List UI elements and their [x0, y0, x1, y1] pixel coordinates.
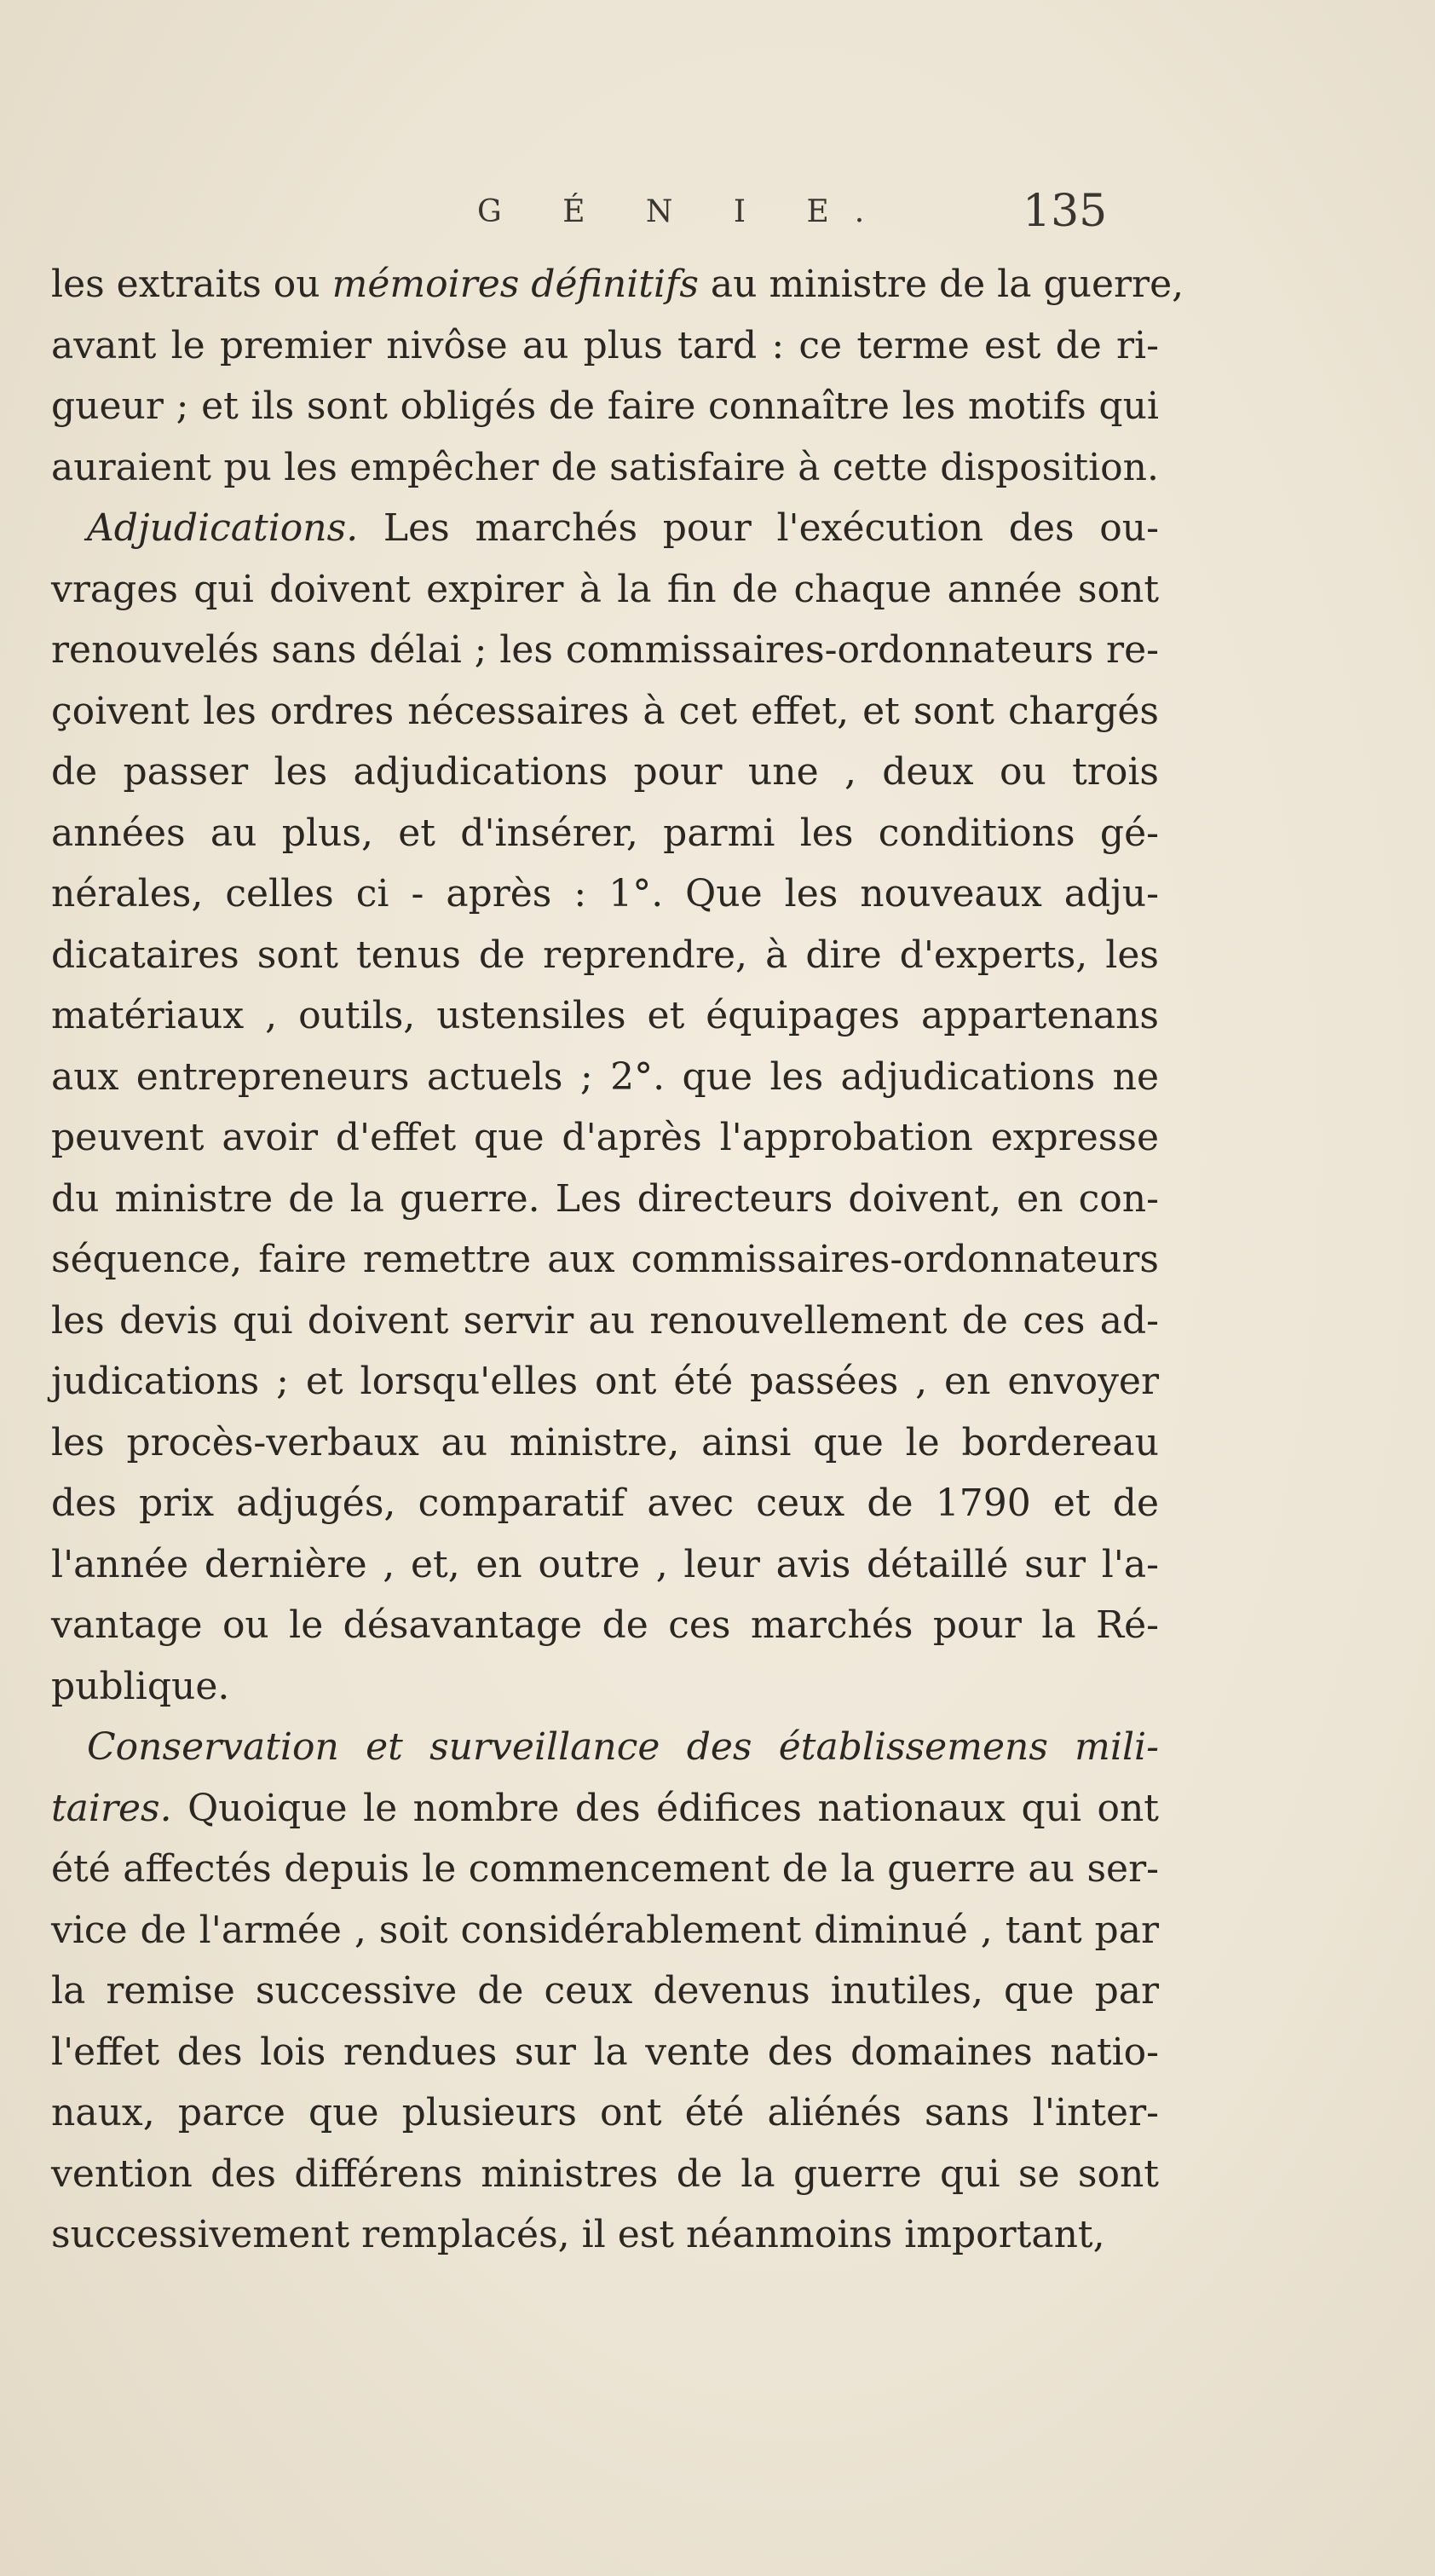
text-segment: vention des différens ministres de la guerre qui se sont [51, 2151, 1159, 2196]
text-line [51, 1473, 1159, 1534]
italic-text: Conservation et surveillance des établissemens mili- [87, 1725, 1159, 1769]
text-line [51, 1229, 1159, 1291]
text-line [51, 1412, 1159, 1474]
text-segment: çoivent les ordres nécessaires à cet effet, et sont chargés [51, 689, 1159, 733]
page-number: 135 [1023, 186, 1108, 237]
text-line [51, 498, 1159, 559]
text-line [51, 2144, 1159, 2205]
text-segment: les devis qui doivent servir au renouvellement de ces ad- [51, 1298, 1159, 1343]
text-line [51, 1351, 1159, 1412]
text-segment: gueur ; et ils sont obligés de faire connaître les motifs qui [51, 384, 1159, 428]
text-line [51, 1534, 1159, 1596]
text-segment: les procès-verbaux au ministre, ainsi que le bordereau [51, 1420, 1159, 1464]
running-head: G É N I E. [477, 194, 890, 229]
text-segment: dicataires sont tenus de reprendre, à dire d'experts, les [51, 933, 1159, 977]
text-line [51, 559, 1159, 621]
text-line [51, 2204, 1159, 2266]
text-line [51, 1291, 1159, 1352]
text-segment: été affectés depuis le commencement de la guerre au ser- [51, 1847, 1159, 1891]
italic-text: mémoires définitifs [331, 263, 699, 306]
text-segment: séquence, faire remettre aux commissaires-ordonnateurs [51, 1238, 1159, 1281]
text-segment: des prix adjugés, comparatif avec ceux de 1790 et de [51, 1481, 1159, 1525]
text-segment: peuvent avoir d'effet que d'après l'approbation expresse [51, 1116, 1159, 1159]
text-segment: années au plus, et d'insérer, parmi les conditions gé- [51, 811, 1159, 855]
text-line [51, 376, 1159, 437]
text-segment: successivement remplacés, il est néanmoins important, [51, 2213, 1105, 2256]
text-segment: auraient pu les empêcher de satisfaire à cette disposition. [51, 445, 1159, 489]
text-line [51, 985, 1159, 1047]
text-segment: au ministre de la guerre, [698, 263, 1184, 306]
text-segment: vrages qui doivent expirer à la fin de chaque année sont [51, 567, 1159, 611]
italic-text: taires. [51, 1786, 172, 1830]
text-segment: Les marchés pour l'exécution des ou- [358, 506, 1159, 550]
text-segment: les extraits ou [51, 263, 332, 306]
text-segment: vantage ou le désavantage de ces marchés pour la Ré- [51, 1603, 1159, 1647]
text-line [51, 1778, 1159, 1840]
text-line [51, 1961, 1159, 2022]
text-line [51, 315, 1159, 377]
text-segment: du ministre de la guerre. Les directeurs doivent, en con- [51, 1176, 1159, 1221]
text-line [51, 1047, 1159, 1108]
text-line [51, 1595, 1159, 1656]
text-line [51, 254, 1184, 315]
text-segment: avant le premier nivôse au plus tard : ce terme est de ri- [51, 323, 1159, 367]
text-segment: la remise successive de ceux devenus inutiles, que par [51, 1969, 1159, 2013]
text-line [51, 1717, 1159, 1778]
body-text [51, 254, 1184, 2266]
text-segment: publique. [51, 1664, 230, 1708]
text-line [51, 681, 1159, 742]
text-line [51, 437, 1159, 499]
text-segment: l'effet des lois rendues sur la vente des domaines natio- [51, 2030, 1159, 2074]
text-segment: l'année dernière , et, en outre , leur avis détaillé sur l'a- [51, 1542, 1159, 1586]
page-header [0, 186, 1435, 245]
text-line [51, 620, 1159, 681]
text-line [51, 803, 1159, 864]
text-line [51, 742, 1159, 803]
text-line [51, 1900, 1159, 1961]
text-segment: vice de l'armée , soit considérablement diminué , tant par [51, 1908, 1159, 1952]
text-segment: nérales, celles ci - après : 1°. Que les nouveaux adju- [51, 872, 1159, 915]
text-line [51, 1839, 1159, 1900]
text-segment: de passer les adjudications pour une , deux ou trois [51, 750, 1159, 794]
text-segment: renouvelés sans délai ; les commissaires-ordonnateurs re- [51, 628, 1159, 672]
text-line [51, 1656, 1159, 1718]
text-line [51, 863, 1159, 925]
text-segment: naux, parce que plusieurs ont été aliénés sans l'inter- [51, 2091, 1159, 2134]
text-segment: matériaux , outils, ustensiles et équipages appartenans [51, 994, 1159, 1037]
text-line [51, 1169, 1159, 1230]
text-segment: aux entrepreneurs actuels ; 2°. que les adjudications ne [51, 1054, 1159, 1099]
text-line [51, 1107, 1159, 1169]
text-line [51, 925, 1159, 986]
text-segment: judications ; et lorsqu'elles ont été passées , en envoyer [51, 1360, 1159, 1403]
text-line [51, 2082, 1159, 2144]
text-segment: Quoique le nombre des édifices nationaux qui ont [171, 1786, 1159, 1830]
italic-text: Adjudications. [87, 506, 359, 550]
text-line [51, 2022, 1159, 2083]
